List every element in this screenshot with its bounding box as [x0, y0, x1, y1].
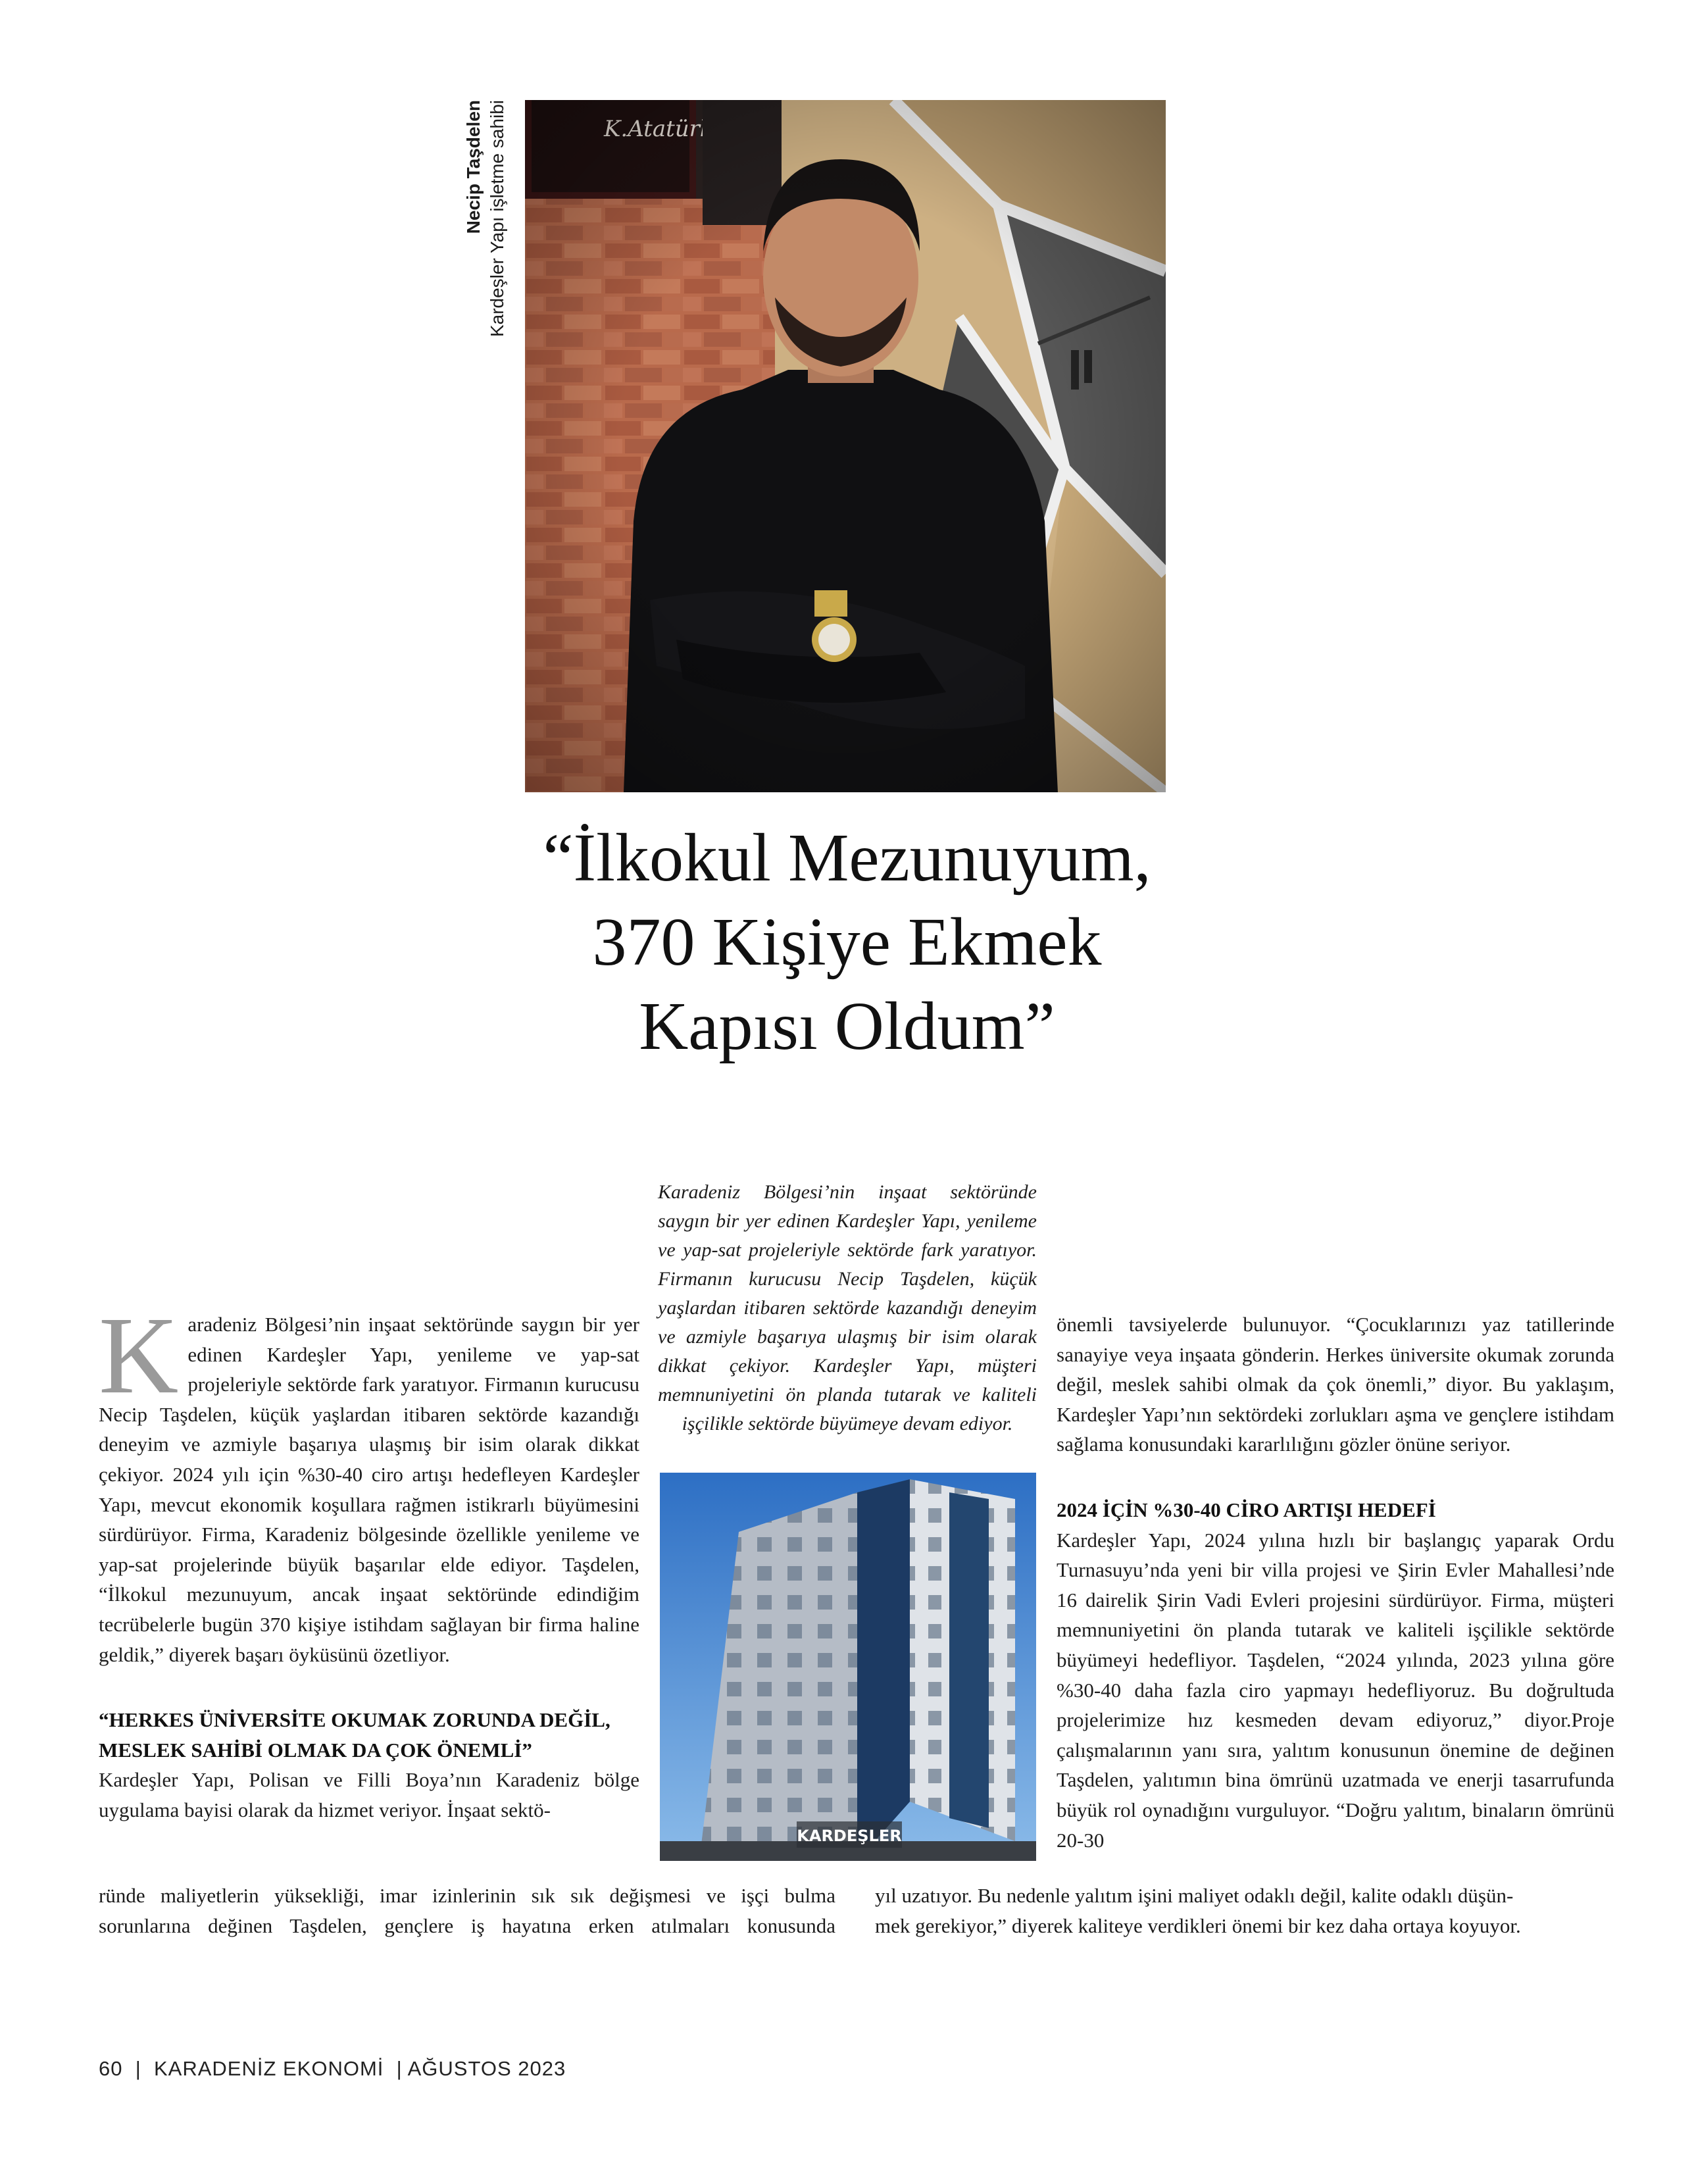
bottom-right-line-1: yıl uzatıyor. Bu nedenle yalıtım işini maliyet odaklı değil, kalite odaklı düşün- — [875, 1884, 1514, 1907]
photo-caption — [462, 100, 514, 409]
headline — [342, 816, 1352, 1069]
headline-line-2: 370 Kişiye Ekmek — [592, 904, 1102, 980]
left-column — [99, 1294, 639, 1825]
portrait-photo — [525, 100, 1166, 792]
bottom-left-line-1: ründe maliyetlerin yüksekliği, imar izinlerinin sık sık değişmesi ve işçi bulma — [99, 1884, 835, 1907]
building-photo — [660, 1473, 1036, 1861]
subhead-1: “HERKES ÜNİVERSİTE OKUMAK ZORUNDA DEĞİL, MESLEK SAHİBİ OLMAK DA ÇOK ÖNEMLİ” — [99, 1708, 610, 1762]
bottom-left-line-2: sorunlarına değinen Taşdelen, gençlere iş hayatına erken atılmaları konusunda — [99, 1914, 835, 1937]
building-logo-text: KARDEŞLER — [797, 1827, 902, 1845]
bottom-lines — [99, 1881, 1614, 1941]
left-paragraph-2: Kardeşler Yapı, Polisan ve Filli Boya’nın Karadeniz bölge uygulama bayisi olarak da hizmet veriyor. İnşaat sektö- — [99, 1768, 639, 1821]
dropcap: K — [99, 1294, 179, 1417]
subhead-2: 2024 İÇİN %30-40 CİRO ARTIŞI HEDEFİ — [1057, 1498, 1436, 1521]
right-paragraph-2: Kardeşler Yapı, 2024 yılına hızlı bir başlangıç yaparak Ordu Turnasuyu’nda yeni bir villa projesi ve Şirin Evler Mahallesi’nde 16 dairelik Şirin Vadi Evleri projesini sürdürüyor. Firma, müşteri memnuniyetini ön planda tutarak ve kaliteli işçilikle sektörde büyümeyi hedefliyor. Taşdelen, “2024 yılında, 2023 yılına göre %30-40 daha fazla ciro yapmayı hedefliyoruz. Bu doğrultuda projelerimize hız kesmeden devam ediyoruz,” diyor.Proje çalışmalarının yanı sıra, yalıtım konusunun önemine de değinen Taşdelen, yalıtımın bina ömrünü uzatmada ve enerji tasarrufunda büyük rol oynadığını vurguluyor. “Doğru yalıtım, binaların ömrünü 20-30 — [1057, 1528, 1614, 1852]
caption-name: Necip Taşdelen — [463, 100, 484, 234]
bottom-right-line-2: mek gerekiyor,” diyerek kaliteye verdikleri önemi bir kez daha ortaya koyuyor. — [875, 1914, 1521, 1937]
right-paragraph-1: önemli tavsiyelerde bulunuyor. “Çocuklarınızı yaz tatillerinde sanayiye veya inşaata gönderin. Herkes üniversite okumak zorunda değil, meslek sahibi olmak da çok önemli,” diyor. Bu yaklaşım, Kardeşler Yapı’nın sektördeki zorlukları aşma ve gençlere istihdam sağlama konusundaki kararlılığını gözler önüne seriyor. — [1057, 1313, 1614, 1456]
headline-line-1: “İlkokul Mezunuyum, — [543, 820, 1151, 896]
left-paragraph-1 — [99, 1294, 639, 1669]
portrait-illustration — [525, 100, 1166, 792]
page-footer: 60 | KARADENİZ EKONOMİ | AĞUSTOS 2023 — [99, 2057, 566, 2080]
right-column — [1057, 1309, 1614, 1855]
left-paragraph-1-text: aradeniz Bölgesi’nin inşaat sektöründe saygın bir yer edinen Kardeşler Yapı, yenileme ve yap-sat projeleriyle sektörde fark yaratıyor. Firmanın kurucusu Necip Taşdelen, küçük yaşlardan itibaren sektörde kazandığı deneyim ve azmiyle başarıya ulaşmış bir isim olarak dikkat çekiyor. 2024 yılı için %30-40 ciro artışı hedefleyen Kardeşler Yapı, mevcut ekonomik koşullara rağmen istikrarlı büyümesini sürdürüyor. Firma, Karadeniz bölgesinde özellikle yenileme ve yap-sat projelerinde büyük başarılar elde ediyor. Taşdelen, “İlkokul mezunuyum, ancak inşaat sektöründe edindiğim tecrübelerle bugün 370 kişiye istihdam sağlayan bir firma haline geldik,” diyerek başarı öyküsünü özetliyor. — [99, 1313, 639, 1666]
headline-line-3: Kapısı Oldum” — [639, 988, 1055, 1064]
intro-text: Karadeniz Bölgesi’nin inşaat sektöründe saygın bir yer edinen Kardeşler Yapı, yenileme ve yap-sat projeleriyle sektörde fark yaratıyor. Firmanın kurucusu Necip Taşdelen, küçük yaşlardan itibaren sektörde kazandığı deneyim ve azmiyle başarıya ulaşmış bir isim olarak dikkat çekiyor. Kardeşler Yapı, müşteri memnuniyetini ön planda tutarak ve kaliteli işçilikle sektörde büyümeye devam ediyor. — [658, 1181, 1037, 1435]
building-illustration — [660, 1473, 1036, 1861]
caption-role: Kardeşler Yapı işletme sahibi — [487, 100, 507, 338]
